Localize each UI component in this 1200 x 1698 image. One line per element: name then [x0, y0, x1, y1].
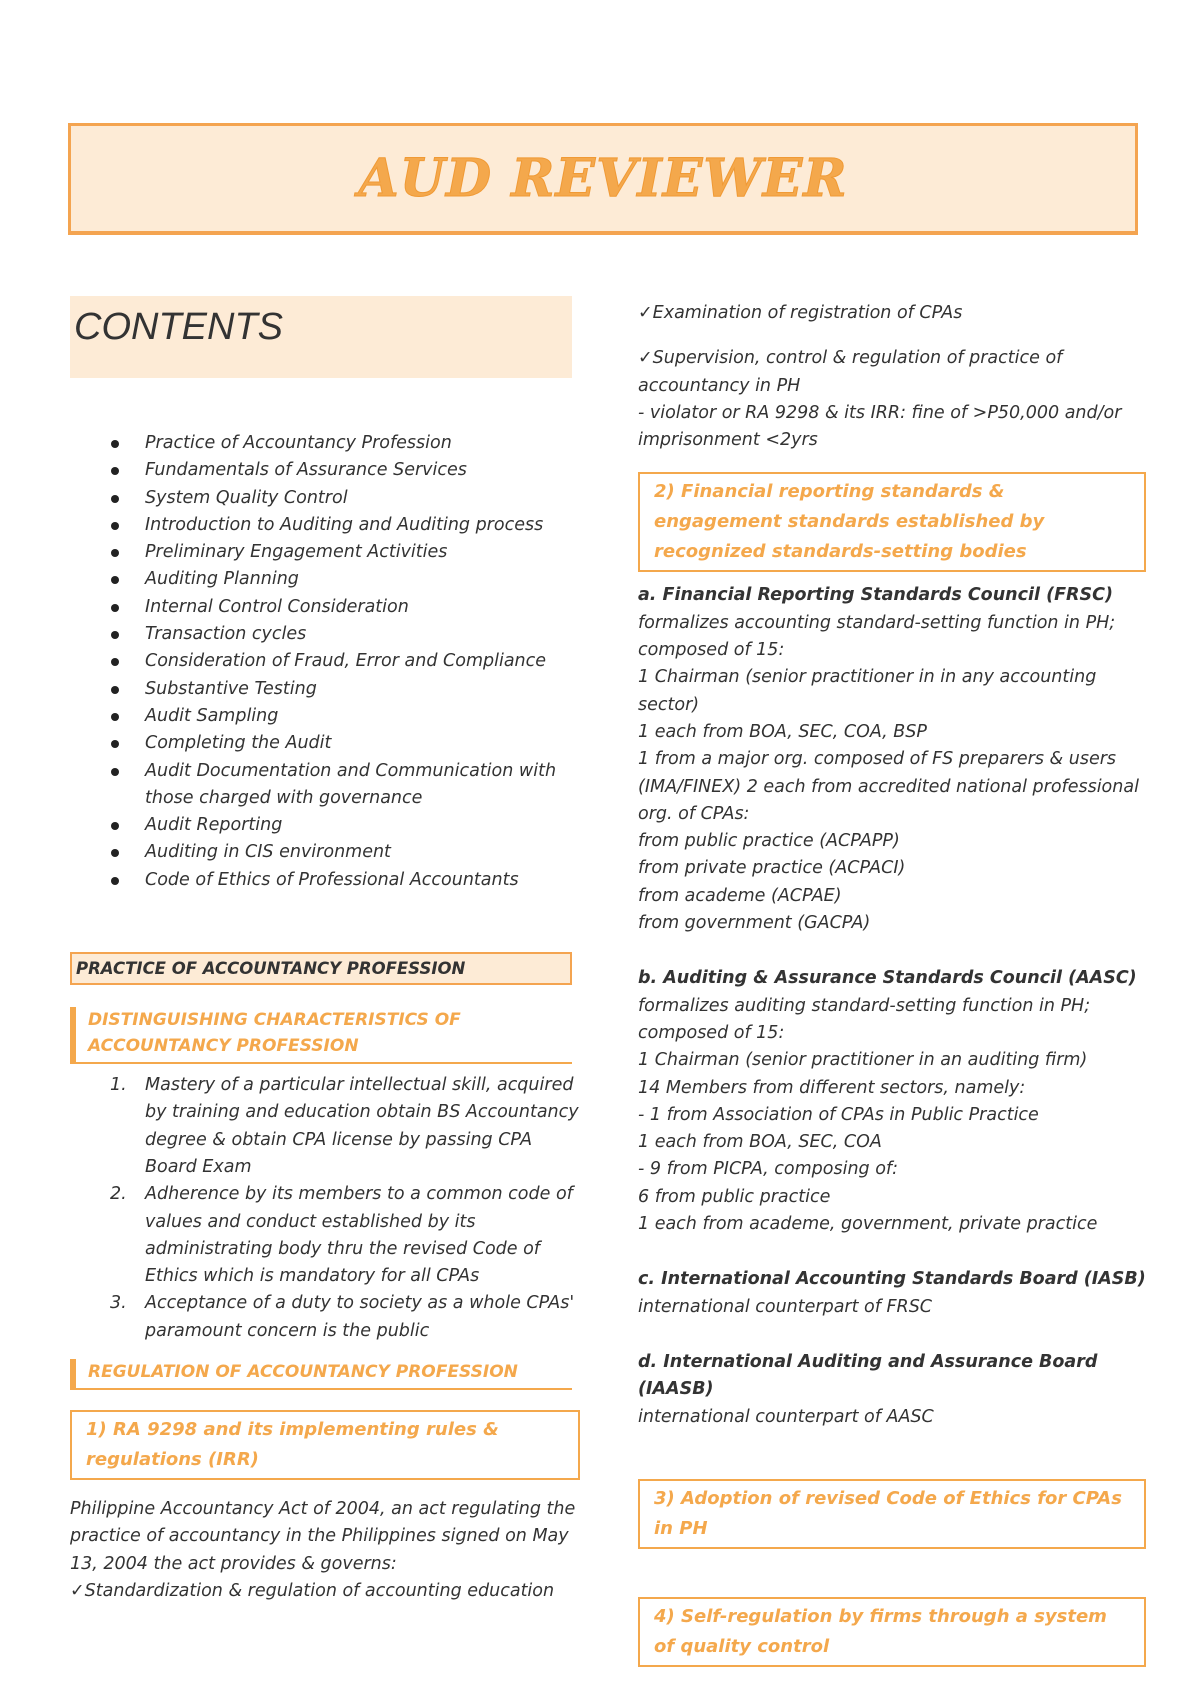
toc-item: Audit Documentation and Communication with those charged with governance	[70, 758, 580, 813]
section-heading-practice: PRACTICE OF ACCOUNTANCY PROFESSION	[70, 952, 572, 985]
subheading-distinguishing: DISTINGUISHING CHARACTERISTICS OF ACCOUNTANCY PROFESSION	[70, 1007, 572, 1064]
toc-item: Internal Control Consideration	[70, 594, 580, 621]
contents-header	[70, 296, 572, 378]
paragraph-text: 1 each from academe, government, private practice	[638, 1214, 1098, 1235]
right-column	[638, 300, 1148, 1667]
list-number: 1.	[110, 1075, 127, 1096]
paragraph-text: from public practice (ACPAPP)	[638, 831, 900, 852]
paragraph-text: international counterpart of AASC	[638, 1406, 934, 1427]
toc-item: Completing the Audit	[70, 730, 580, 757]
list-item	[70, 1181, 580, 1290]
subheading-regulation: REGULATION OF ACCOUNTANCY PROFESSION	[70, 1359, 572, 1390]
paragraph-text: Philippine Accountancy Act of 2004, an act regulating the practice of accountancy in the Philippines signed on May 13, 2004 the act provides & governs:	[70, 1499, 576, 1574]
title-banner	[68, 123, 1138, 235]
list-number: 3.	[110, 1293, 127, 1314]
iaasb-block	[638, 1349, 1148, 1431]
supervision-text	[638, 345, 1148, 454]
paragraph-text: from private practice (ACPACI)	[638, 858, 906, 879]
list-item	[70, 1290, 580, 1345]
aasc-block	[638, 965, 1148, 1238]
paragraph-text: 1 Chairman (senior practitioner in in any accounting sector)	[638, 667, 1097, 715]
document-title: AUD REVIEWER	[358, 148, 848, 209]
toc-item: Introduction to Auditing and Auditing process	[70, 512, 580, 539]
list-text: Adherence by its members to a common code of values and conduct established by its administrating body thru the revised Code of Ethics which is mandatory for all CPAs	[145, 1184, 573, 1287]
paragraph-text: 6 from public practice	[638, 1186, 831, 1207]
list-text: Mastery of a particular intellectual skill, acquired by training and education obtain BS Accountancy degree & obtain CPA license by passing CPA Board Exam	[145, 1075, 579, 1177]
financial-standards-box: 2) Financial reporting standards & engagement standards established by recognized standards-setting bodies	[638, 472, 1146, 572]
toc-item: Fundamentals of Assurance Services	[70, 457, 580, 484]
ph-accountancy-act	[70, 1496, 580, 1605]
paragraph-text: formalizes auditing standard-setting function in PH; composed of 15:	[638, 995, 1091, 1043]
paragraph-text: - 1 from Association of CPAs in Public Practice	[638, 1104, 1039, 1125]
iasb-title: c. International Accounting Standards Board (IASB)	[638, 1269, 1146, 1290]
toc-item: Transaction cycles	[70, 621, 580, 648]
characteristics-list	[70, 1072, 580, 1345]
code-of-ethics-box: 3) Adoption of revised Code of Ethics for CPAs in PH	[638, 1479, 1146, 1549]
ra-9298-box: 1) RA 9298 and its implementing rules & regulations (IRR)	[70, 1410, 580, 1480]
iaasb-title: d. International Auditing and Assurance Board (IAASB)	[638, 1351, 1098, 1400]
paragraph-text: 1 Chairman (senior practitioner in an auditing firm)	[638, 1050, 1088, 1071]
aasc-title: b. Auditing & Assurance Standards Council (AASC)	[638, 968, 1137, 989]
paragraph-text: 14 Members from different sectors, namely:	[638, 1077, 1026, 1098]
paragraph-text: from government (GACPA)	[638, 913, 871, 934]
paragraph-text: - violator or RA 9298 & its IRR: fine of >P50,000 and/or imprisonment <2yrs	[638, 402, 1122, 451]
contents-title: CONTENTS	[74, 306, 283, 348]
paragraph-text: 1 each from BOA, SEC, COA	[638, 1132, 882, 1153]
frsc-title: a. Financial Reporting Standards Council (FRSC)	[638, 585, 1113, 606]
left-column	[70, 296, 580, 1605]
toc-item: Substantive Testing	[70, 676, 580, 703]
toc-item: Audit Reporting	[70, 812, 580, 839]
toc-item: Code of Ethics of Professional Accountants	[70, 867, 580, 894]
list-number: 2.	[110, 1184, 127, 1205]
paragraph-text: from academe (ACPAE)	[638, 885, 842, 906]
self-regulation-box: 4) Self-regulation by firms through a system of quality control	[638, 1597, 1146, 1667]
toc-item: Auditing in CIS environment	[70, 839, 580, 866]
toc-item: Audit Sampling	[70, 703, 580, 730]
paragraph-text: formalizes accounting standard-setting function in PH; composed of 15:	[638, 612, 1116, 661]
table-of-contents	[70, 430, 580, 894]
iasb-block	[638, 1266, 1148, 1321]
frsc-block	[638, 582, 1148, 937]
paragraph-text: 1 from a major org. composed of FS preparers & users (IMA/FINEX) 2 each from accredited national professional org. of CPAs:	[638, 749, 1139, 824]
toc-item: Auditing Planning	[70, 566, 580, 593]
paragraph-text: 1 each from BOA, SEC, COA, BSP	[638, 721, 927, 742]
list-item	[70, 1072, 580, 1181]
toc-item: System Quality Control	[70, 485, 580, 512]
paragraph-text: ✓Standardization & regulation of accounting education	[70, 1580, 555, 1601]
paragraph-text: ✓Supervision, control & regulation of practice of accountancy in PH	[638, 348, 1063, 396]
list-text: Acceptance of a duty to society as a whole CPAs' paramount concern is the public	[145, 1293, 575, 1341]
examination-text: ✓Examination of registration of CPAs	[638, 303, 963, 323]
paragraph-text: international counterpart of FRSC	[638, 1296, 933, 1317]
paragraph-text: - 9 from PICPA, composing of:	[638, 1159, 898, 1180]
toc-item: Practice of Accountancy Profession	[70, 430, 580, 457]
toc-item: Consideration of Fraud, Error and Compliance	[70, 648, 580, 675]
toc-item: Preliminary Engagement Activities	[70, 539, 580, 566]
